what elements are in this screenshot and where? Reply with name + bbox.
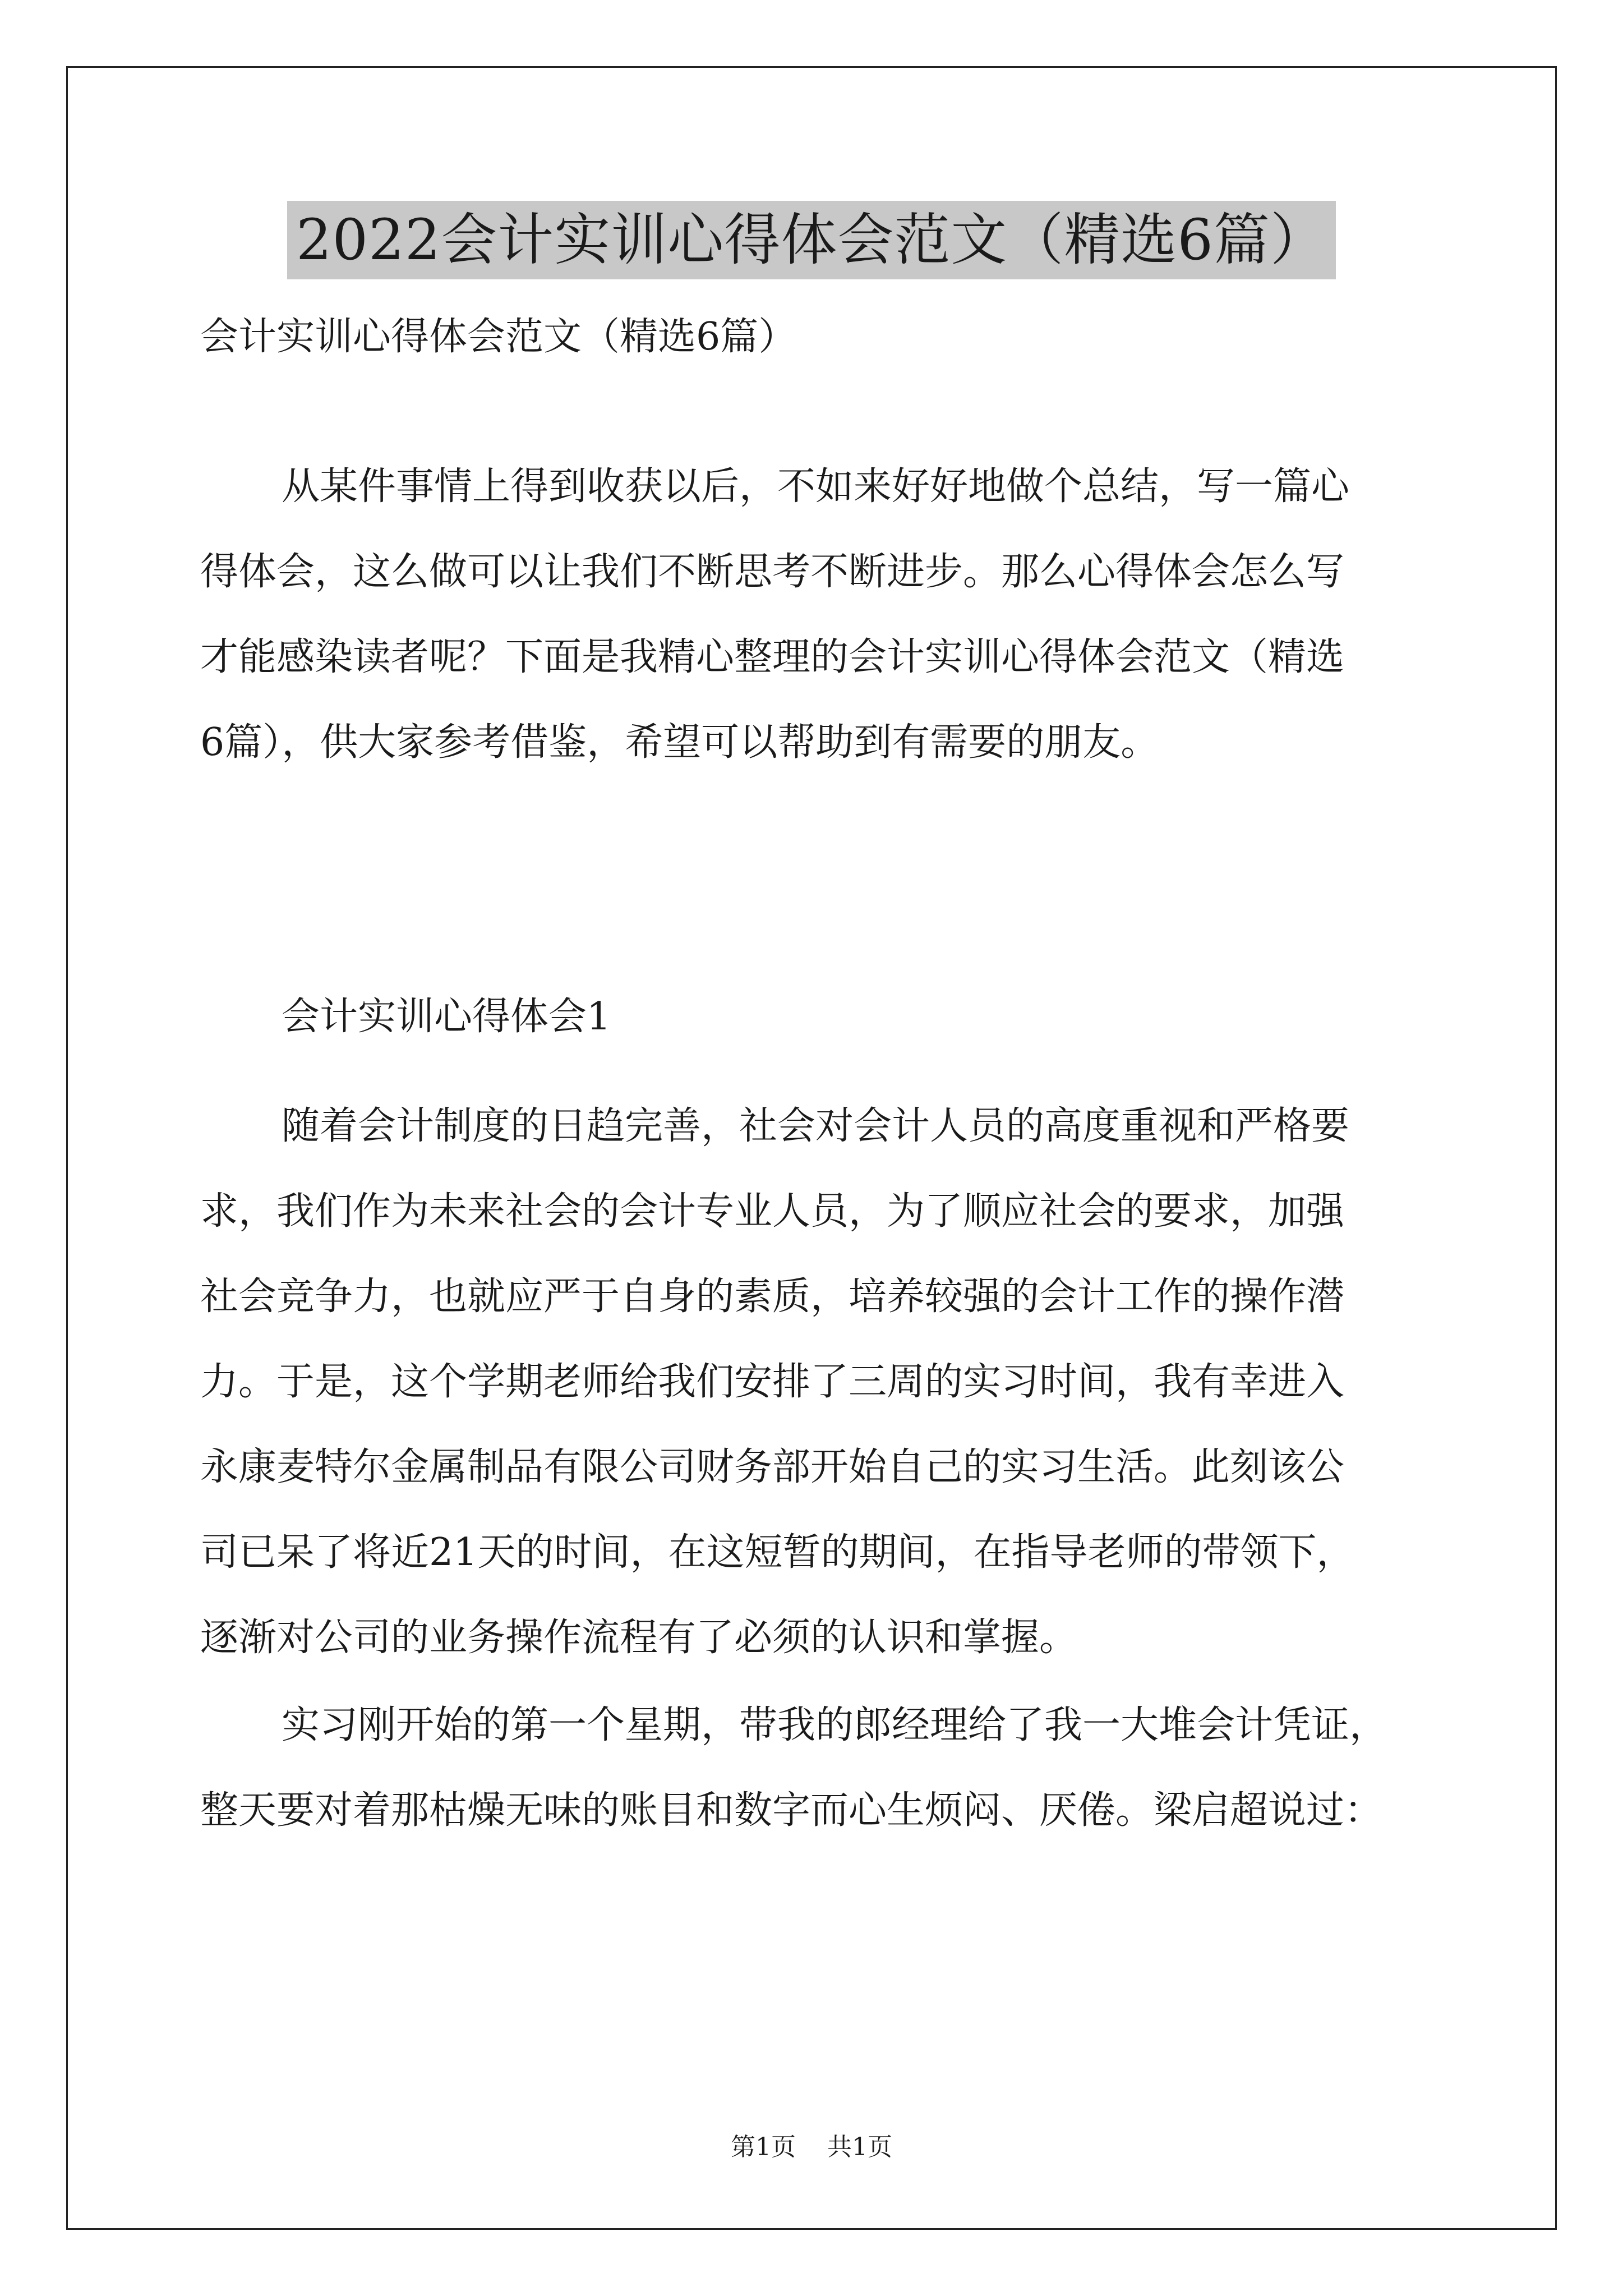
page-number: 第1页 — [731, 2133, 796, 2161]
title-container — [0, 201, 1623, 279]
para1-line: 随着会计制度的日趋完善，社会对会计人员的高度重视和严格要 — [282, 1104, 1350, 1148]
intro-line: 得体会，这么做可以让我们不断思考不断进步。那么心得体会怎么写 — [200, 550, 1345, 594]
para2-line: 整天要对着那枯燥无味的账目和数字而心生烦闷、厌倦。梁启超说过： — [200, 1788, 1383, 1833]
intro-line: 从某件事情上得到收获以后，不如来好好地做个总结，写一篇心 — [282, 464, 1350, 509]
para1-line: 求，我们作为未来社会的会计专业人员，为了顺应社会的要求，加强 — [200, 1189, 1345, 1234]
body-paragraph-1 — [200, 1084, 1434, 1681]
para1-line: 司已呆了将近21天的时间，在这短暂的期间，在指导老师的带领下， — [200, 1530, 1355, 1575]
document-title: 2022会计实训心得体会范文（精选6篇） — [287, 201, 1336, 279]
section-heading: 会计实训心得体会1 — [282, 995, 611, 1039]
para1-line: 永康麦特尔金属制品有限公司财务部开始自己的实习生活。此刻该公 — [200, 1445, 1345, 1489]
intro-paragraph — [200, 444, 1434, 785]
para1-line: 社会竞争力，也就应严于自身的素质，培养较强的会计工作的操作潜 — [200, 1274, 1345, 1319]
page-total: 共1页 — [827, 2133, 892, 2161]
intro-line: 才能感染读者呢？下面是我精心整理的会计实训心得体会范文（精选 — [200, 635, 1345, 679]
para1-line: 逐渐对公司的业务操作流程有了必须的认识和掌握。 — [200, 1616, 1078, 1660]
para2-line: 实习刚开始的第一个星期，带我的郎经理给了我一大堆会计凭证， — [282, 1703, 1388, 1747]
para1-line: 力。于是，这个学期老师给我们安排了三周的实习时间，我有幸进入 — [200, 1360, 1345, 1404]
document-subtitle: 会计实训心得体会范文（精选6篇） — [200, 315, 797, 359]
page-footer — [0, 2131, 1623, 2164]
body-paragraph-2 — [200, 1683, 1434, 1853]
intro-line: 6篇），供大家参考借鉴，希望可以帮助到有需要的朋友。 — [200, 720, 1159, 765]
